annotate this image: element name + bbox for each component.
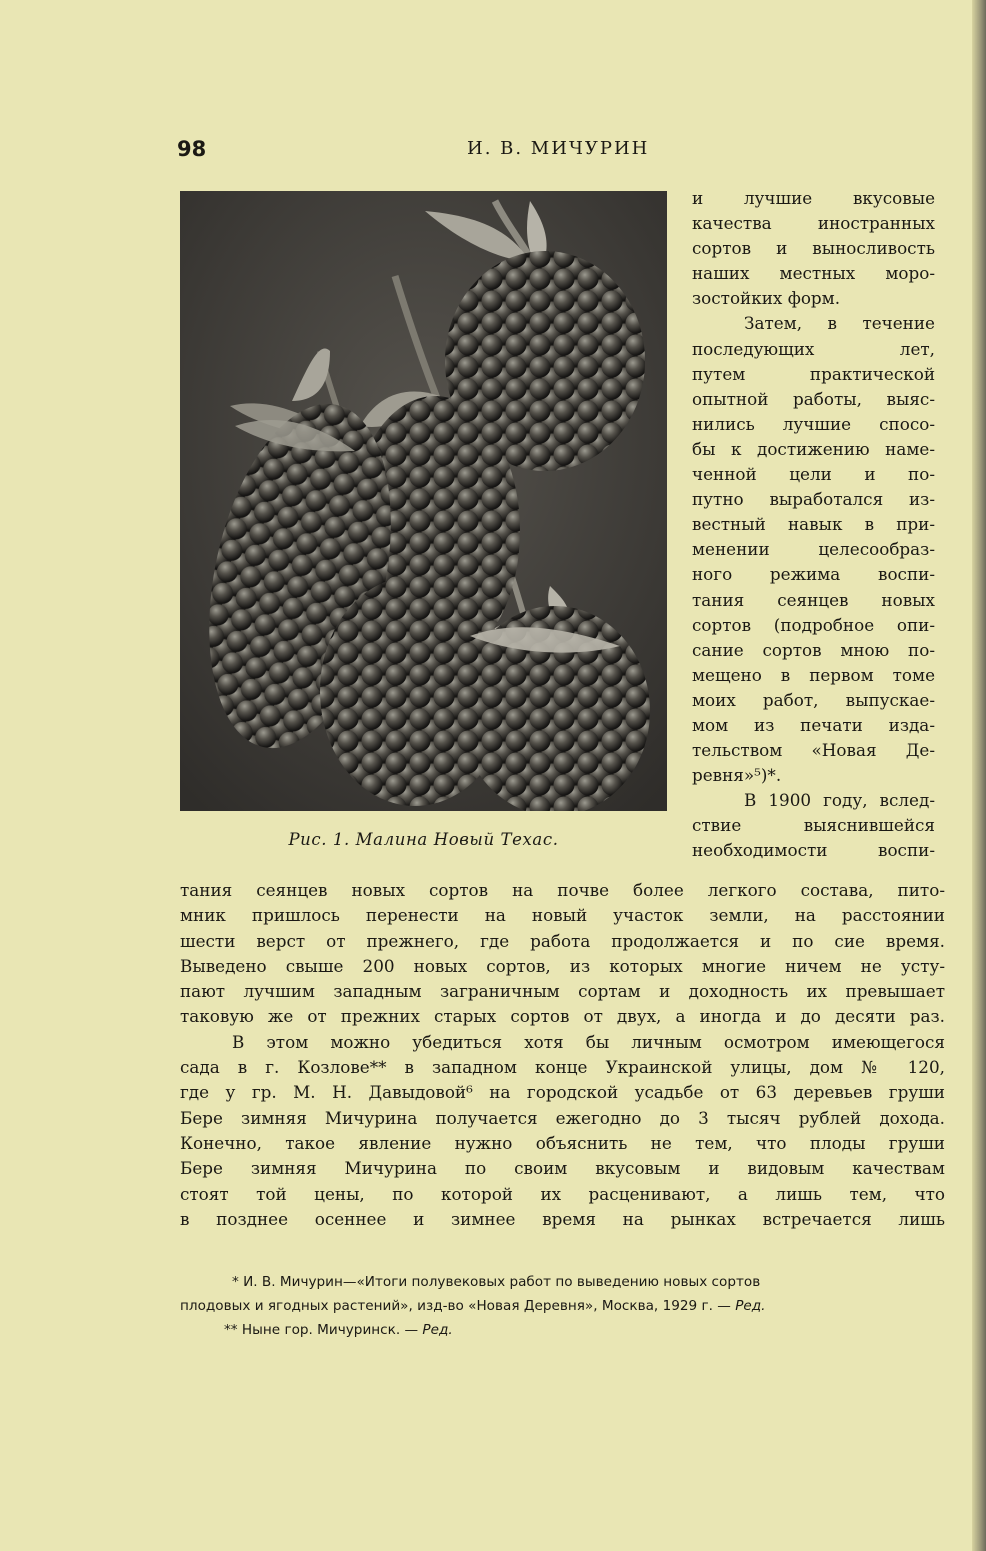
text-line: Бере зимняя Мичурина получается ежегодно до 3 тысяч рублей дохода. [180,1107,945,1128]
text-line: ревня»⁵)*. [692,765,782,786]
raspberry-illustration [180,191,667,811]
text-line: наших местных моро- [692,263,935,284]
text-line: ного режима воспи- [692,564,935,585]
footnote-1-line-1: * И. В. Мичурин—«Итоги полувековых работ по выведению новых сортов [232,1274,761,1290]
footnotes [180,1270,950,1342]
text-line: моих работ, выпускае- [692,689,935,710]
text-line: В 1900 году, вслед- [744,790,935,811]
text-line: тания сеянцев новых сортов на почве более легкого состава, пито- [180,880,945,900]
footnote-2-text: ** Ныне гор. Мичуринск. — [224,1322,423,1338]
text-line: вестный навык в при- [692,514,935,535]
text-line: В этом можно убедиться хотя бы личным осмотром имеющегося [232,1031,945,1052]
text-line: зостойких форм. [692,288,841,309]
footnote-1-line-2 [180,1294,950,1318]
text-line: последующих лет, [692,338,935,359]
footnote-2-editor-mark: Ред. [422,1322,453,1338]
text-line: бы к достижению наме- [692,438,935,459]
text-line: сортов и выносливость [692,238,935,259]
text-line: тания сеянцев новых [692,589,935,610]
page-edge [972,0,986,1551]
text-line: менении целесообраз- [692,539,935,560]
text-line: таковую же от прежних старых сортов от двух, а иногда и до десяти раз. [180,1006,945,1027]
text-line: сада в г. Козлове** в западном конце Украинской улицы, дом № 120, [180,1057,945,1078]
text-line: шести верст от прежнего, где работа продолжается и по сие время. [180,930,945,951]
text-line: пают лучшим западным заграничным сортам и доходность их превышает [180,981,945,1002]
text-line: нились лучшие спосо- [692,413,935,434]
text-line: опытной работы, выяс- [692,388,935,409]
footnote-1-text: плодовых и ягодных растений», изд-во «Новая Деревня», Москва, 1929 г. — [180,1298,736,1314]
text-line: путем практической [692,363,935,384]
page-header [177,137,947,165]
text-line: ченной цели и по- [692,464,935,485]
text-line: Бере зимняя Мичурина по своим вкусовым и видовым качествам [180,1158,945,1179]
side-column-text [692,186,935,864]
figure-caption: Рис. 1. Малина Новый Техас. [288,830,559,849]
footnote-2 [180,1318,950,1342]
text-line: сание сортов мною по- [692,639,935,660]
text-line: где у гр. М. Н. Давыдовой⁶ на городской усадьбе от 63 деревьев груши [180,1082,945,1103]
text-line: в позднее осеннее и зимнее время на рынках встречается лишь [180,1208,945,1229]
text-line: путно выработался из- [692,489,935,510]
footnote-1-editor-mark: Ред. [735,1298,766,1314]
text-line: стоят той цены, по которой их расценивают, а лишь тем, что [180,1183,945,1204]
text-line: тельством «Новая Де- [692,740,935,761]
text-line: Выведено свыше 200 новых сортов, из которых многие ничем не усту- [180,955,945,976]
text-line: сортов (подробное опи- [692,614,935,635]
text-line: мник пришлось перенести на новый участок земли, на расстоянии [180,905,945,926]
text-line: и лучшие вкусовые [692,188,935,208]
full-width-text [180,878,945,1232]
text-line: необходимости воспи- [692,840,935,861]
text-line: мещено в первом томе [692,664,935,685]
text-line: качества иностранных [692,213,935,234]
text-line: мом из печати изда- [692,714,935,735]
page-number: 98 [177,137,207,161]
running-head: И. В. МИЧУРИН [467,138,650,159]
text-line: ствие выяснившейся [692,815,935,836]
text-line: Затем, в течение [744,313,935,334]
text-line: Конечно, такое явление нужно объяснить не тем, что плоды груши [180,1132,945,1153]
